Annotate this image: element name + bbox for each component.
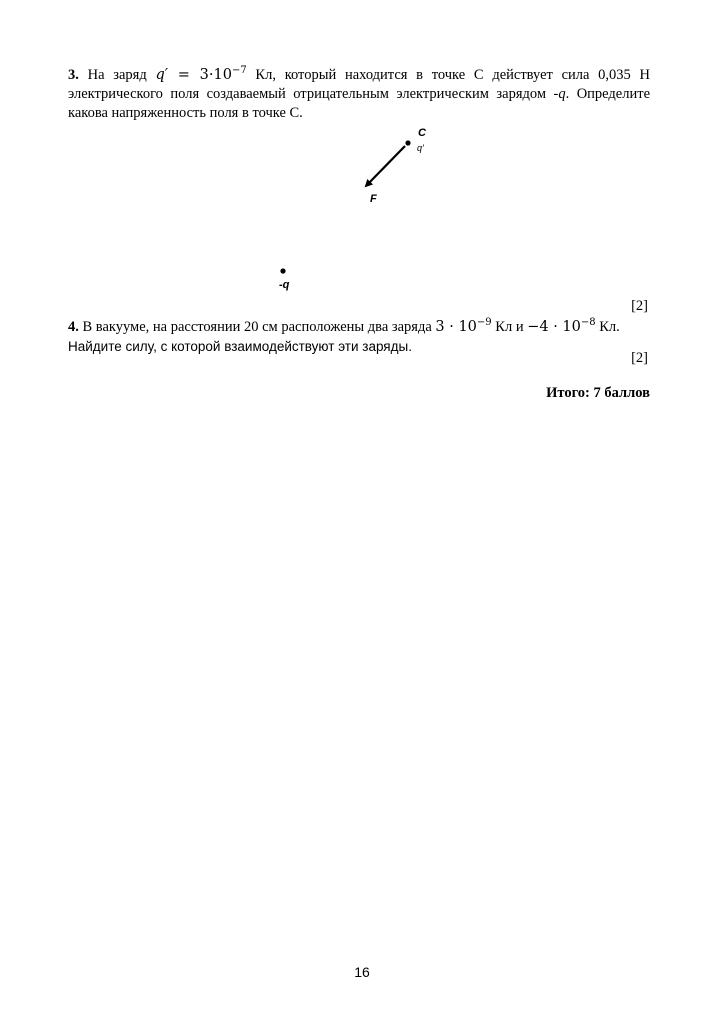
label-q-prime: q′ — [417, 143, 424, 153]
task-3-text — [68, 66, 650, 123]
task-4-text — [68, 318, 650, 356]
task-3-line-2: электрического поля создаваемый отрицательным электрическим зарядом -q. Определите — [68, 86, 650, 102]
charge-1: $3 \cdot 10^{-9}$ — [435, 317, 492, 335]
total-score: Итого: 7 баллов — [546, 385, 650, 401]
label-c: C — [418, 127, 426, 139]
task-3-line-1: 3. На заряд $q' = 3\cdot 10^{-7}$ Кл, который находится в точке С действует сила 0,035 Н — [68, 65, 651, 83]
minus-q-symbol: -q — [553, 86, 566, 102]
task-4-line-2: Найдите силу, с которой взаимодействуют эти заряды. — [68, 339, 412, 354]
charge-minus-q-dot — [280, 268, 285, 273]
task-4-number: 4. — [68, 319, 79, 335]
task-3-score: [2] — [631, 298, 648, 314]
point-c-dot — [405, 140, 410, 145]
force-arrow — [366, 146, 405, 186]
task-3-line-3: какова напряженность поля в точке С. — [68, 105, 303, 121]
label-minus-q: -q — [279, 279, 290, 291]
label-force: F — [370, 193, 377, 205]
task-3-number: 3. — [68, 67, 79, 83]
page-number: 16 — [354, 964, 370, 980]
task-4-score: [2] — [631, 350, 648, 366]
q-prime-symbol: q′ — [155, 67, 169, 83]
task-4-line-1: 4. В вакууме, на расстоянии 20 см расположены два заряда $3 \cdot 10^{-9}$ Кл $и -4 \cdot 10^{-8}$ Кл. — [68, 317, 620, 335]
charge-2: $-4 \cdot 10^{-8}$ — [527, 317, 596, 335]
force-diagram — [0, 0, 724, 330]
